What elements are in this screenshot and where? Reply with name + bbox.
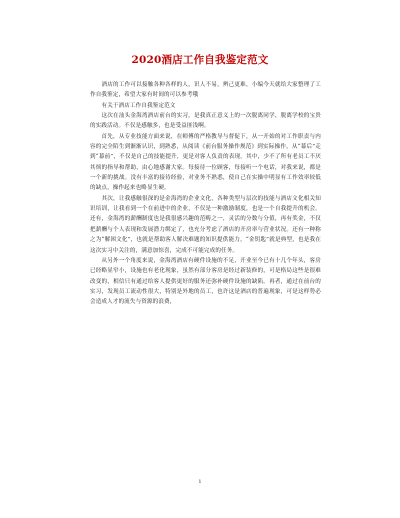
document-body xyxy=(90,80,321,308)
paragraph-intro: 酒店的工作可以接触各种各样的人，识人不易，辨己更难，小编今天就给大家整理了工作自我鉴定，希望大家有时间的可以参考哦 xyxy=(90,82,321,99)
paragraph-subtitle: 有关于酒店工作自我鉴定范文 xyxy=(101,102,176,109)
paragraph-1: 这次在汕头金海湾酒店前台的实习，是我真正意义上的一次脱离同学，脱离学校的宝贵的实践活动。不仅是感触多，也是受益匪浅啊。 xyxy=(90,113,321,130)
paragraph-2: 首先，从专业技能方面来说，在师傅的严格教导与督促下，从一开始的对工作职责与内容的完全陌生到渐渐认识，到熟悉，从阅读《前台服务操作规范》到实际操作，从“幕后”走到“幕前”，不仅是自己的技能提升，更是对客人负责的表现。其中，少不了所有老员工不厌其烦的指导和帮助，由心地感谢大家。每接待一位顾客，每接听一个电话，对我来说，都是一个新的挑战。没有丰富的接待经验，对业务不熟悉，使自己在实操中明显有工作效率较低的缺点，操作起来也略显生硬。 xyxy=(90,133,321,192)
paragraph-3: 其次，让我感触很深的是金海湾的企业文化，各种类型与层次的技能与酒店文化相关知识培训，让我看到一个在前进中的企业，不仅是一种激励制度，也是一个自我提升的机会。还有，金海湾的薪酬制度也是我很感兴趣的范畴之一，灵活的分数与分值，再有奖金，不仅把薪酬与个人表现和发展潜力绑定了，也充分考虑了酒店的开房率与营业状况。还有一种称之为“解困文化”，也就是帮助客人解决难题的知识提供能力，“金钥匙”就是典型，也是我在这次实习中关注的，满意加惊喜，完成不可能完成的任务。 xyxy=(90,195,321,254)
page-title: 2020酒店工作自我鉴定范文 xyxy=(131,54,269,66)
paragraph-4: 从另外一个角度来说，金海湾酒店有硬件设施的不足，开业至今已有十几个年头，客房已经略显窄小，设施也有老化现象，虽然有部分客房是经过新装修的，可是格局这些是很难改变的，相信只有通过给客人提供更好的服务还弥补硬件设施的缺陷。再者，通过在前台的实习，发现员工流动性很大，特别是外地的员工，也许这是酒店的普遍现象，可是这样势必会造成人才的流失与资源的浪费， xyxy=(90,257,321,306)
page-number: 1 xyxy=(198,479,202,485)
